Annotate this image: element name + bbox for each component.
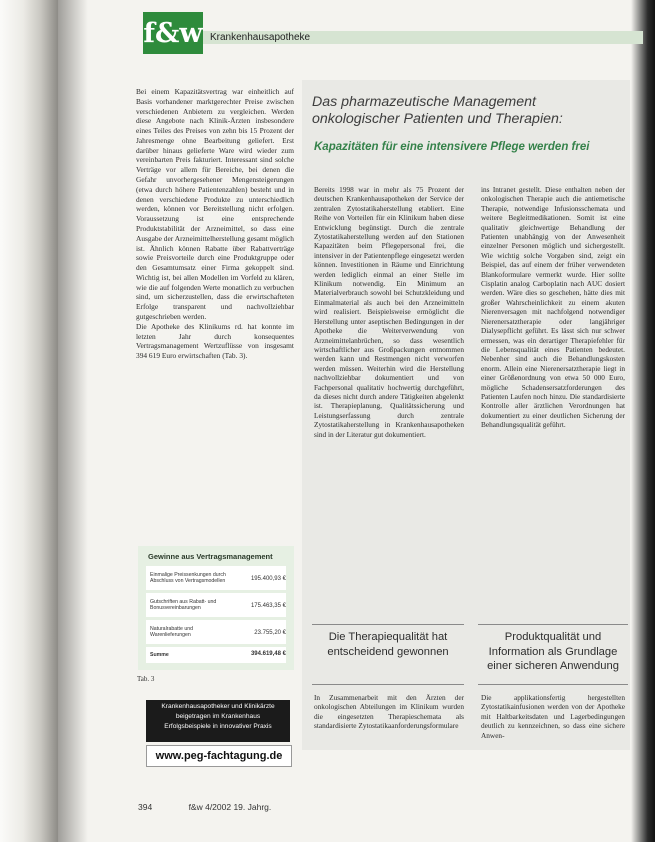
- page-number: 394: [138, 802, 153, 812]
- pull-quote: Produktqualität und Information als Grundlage einer sicheren Anwendung: [487, 631, 619, 672]
- ad-line: beigetragen im Krankenhaus: [175, 713, 261, 720]
- pull-quote: Die Therapiequalität hat entscheidend gewonnen: [327, 631, 449, 658]
- article-column: [314, 693, 464, 731]
- section-title: Krankenhausapotheke: [210, 32, 311, 43]
- ad-line: Krankenhausapotheker und Klinikärzte: [161, 703, 275, 710]
- table-row-label: Naturalrabatte und Warenlieferungen: [150, 626, 193, 639]
- conference-ad: [146, 700, 290, 742]
- table-title: Gewinne aus Vertragsmanagement: [148, 552, 273, 561]
- table-row-label: Gutschriften aus Rabatt- und Bonusvereinbarungen: [150, 599, 217, 612]
- callout-rule: [312, 684, 464, 685]
- journal-issue: f&w 4/2002 19. Jahrg.: [188, 802, 272, 812]
- article-paragraph: In Zusammenarbeit mit den Ärzten der onkologischen Abteilungen im Klinikum wurden die eingesetzten Therapieschemata als standardisierte Zytostatikaanforderungsformulare: [314, 693, 464, 731]
- table-total-value: 394.619,48 €: [250, 651, 286, 657]
- article-column: [314, 185, 464, 439]
- journal-logo: f&w: [143, 12, 203, 54]
- table-row-value: 175.463,35 €: [250, 603, 286, 609]
- callout-rule: [478, 684, 628, 685]
- table-total-label: Summe: [150, 652, 169, 658]
- article-column: [481, 185, 625, 430]
- article-paragraph: Bereits 1998 war in mehr als 75 Prozent der deutschen Krankenhausapotheken der Service der zentralen Zytostatikaherstellung etabliert. Eine Reihe von Vorteilen für ein Klinikum haben diese Entwicklung begünstigt. Durch die zentrale Zytostatikaherstellung werden auf den Stationen Kapazitäten beim Pflegepersonal frei, die intensiver in der Patientenpflege eingesetzt werden können. Investitionen in Räume und Einrichtung werden lediglich einmal an einer Stelle im Klinikum notwendig. Ein Minimum an Materialverbrauch sowohl bei Schutzkleidung und Einmalmaterial als auch bei den Arzneimitteln wird realisiert. Beispielsweise ermöglicht die Herstellung unter aseptischen Bedingungen in der Apotheke die Weiterverwendung von Arzneimittelanbrüchen, so dass wesentlich wirtschaftlicher aus Großpackungen entnommen werden kann und Restmengen nicht verworfen werden müssen. Weiterhin wird die Herstellung nachvollziehbar dokumentiert und von Fachpersonal qualitativ hochwertig durchgeführt, da dieses nicht durch andere Tätigkeiten abgelenkt ist. Therapieplanung, Qualitätssicherung und Leistungserfassung durch zentrale Zytostatikaherstellung in Krankenhausapotheken sind in der Literatur gut dokumentiert.: [314, 185, 464, 439]
- left-paragraph: Die Apotheke des Klinikums rd. hat konnte im letzten Jahr durch konsequentes Vertragsmanagement Wertzuflüsse von insgesamt 394 619 Euro erwirtschaften (Tab. 3).: [136, 321, 294, 361]
- table-caption: Tab. 3: [137, 675, 155, 683]
- article-headline: Das pharmazeutische Management onkologischer Patienten und Therapien:: [312, 94, 563, 127]
- page-footer: [138, 802, 271, 812]
- callout-rule: [312, 624, 464, 625]
- table-row-label: Einmalige Preissenkungen durch Abschluss von Vertragsmodellen: [150, 572, 226, 585]
- table-row-value: 195.400,93 €: [250, 576, 286, 582]
- gutter-shadow: [58, 0, 88, 842]
- page-edge: [631, 0, 655, 842]
- article-paragraph: Die applikationsfertig hergestellten Zytostatikainfusionen werden von der Apotheke mit Haltbarkeitsdaten und Lagerbedingungen deutlich zu kennzeichnen, so dass eine sichere Anwen-: [481, 693, 625, 740]
- table-row-value: 23.755,20 €: [254, 630, 286, 636]
- left-column: [136, 87, 294, 361]
- article-paragraph: ins Intranet gestellt. Diese enthalten neben der onkologischen Therapie auch die antiemetische Therapie, notwendige Infusionsschemata und weitere Begleitmedikationen. Somit ist eine qualitativ gleichwertige Behandlung der Patienten unabhängig von der Anwesenheit einzelner Personen möglich und sichergestellt. Wie wichtig solche Vorgaben sind, zeigt ein Beispiel, das auf einem der früher verwendeten Blankoformulare vermerkt wurde. Hier sollte Cisplatin analog Carboplatin nach AUC dosiert werden. Wäre dies so geschehen, hätte dies mit großer Wahrscheinlichkeit zu einem akuten Nierenversagen mit nachfolgend notwendiger Nierenersatztherapie oder langjähriger Dialysepflicht geführt. Es lässt sich nur schwer ermessen, was ein derartiger Therapiefehler für die Lebensqualität eines Patienten bedeutet. Nebenher sind auch die Behandlungskosten enorm. Allein eine Nierenersatztherapie liegt in einer Größenordnung von etwa 50 000 Euro, mögliche Schadensersatzforderungen des Patienten Laufen noch hinzu. Die standardisierte Kontrolle aller ärztlichen Verordnungen hat dokumentiert zu einer deutlichen Sicherung der Behandlungsqualität geführt.: [481, 185, 625, 430]
- ad-line: Erfolgsbeispiele in innovativer Praxis: [164, 723, 272, 730]
- article-subheadline: Kapazitäten für eine intensivere Pflege werden frei: [314, 141, 590, 153]
- book-spine: [0, 0, 58, 842]
- ad-url: www.peg-fachtagung.de: [146, 745, 292, 767]
- left-paragraph: Bei einem Kapazitätsvertrag war einheitlich auf Basis vorhandener marktgerechter Preise zwischen verschiedenen Anbietern zu vergleichen. Werden diese Angebote nach Klinik-Ärzten insbesondere eines Teiles des Preises von zehn bis 15 Prozent der Jahresmenge ohne Bearbeitung geliefert. Erst darüber hinaus gelieferte Ware wird wieder zum vereinbarten Preis fakturiert. Interessant sind solche Verträge vor allem für Bereiche, bei denen die Gefahr unvorhergesehener Mengensteigerungen (etwa durch höhere Patientenzahlen) besteht und in denen verschiedene Produkte zu unterschiedlich werden, können vor Bereitstellung nicht erfolgen. Voraussetzung ist eine entsprechende Produktstabilität der Arzneimittel, so dass eine Ausgabe der Arzneimittelherstellung gesamt möglich ist. Ähnlich können Rabatte über Rabattverträge sowie Preisvorteile durch eine Produktgruppe oder den Gesamtumsatz einer Firma gekoppelt sind. Wichtig ist, bei allen Modellen im Vorfeld zu klären, wie die auf folgenden Werte monatlich zu verbuchen sind, um sicherzustellen, dass die erwirtschafteten Erfolge transparent und nachvollziehbar gutgeschrieben werden.: [136, 87, 294, 321]
- article-column: [481, 693, 625, 740]
- callout-rule: [478, 624, 628, 625]
